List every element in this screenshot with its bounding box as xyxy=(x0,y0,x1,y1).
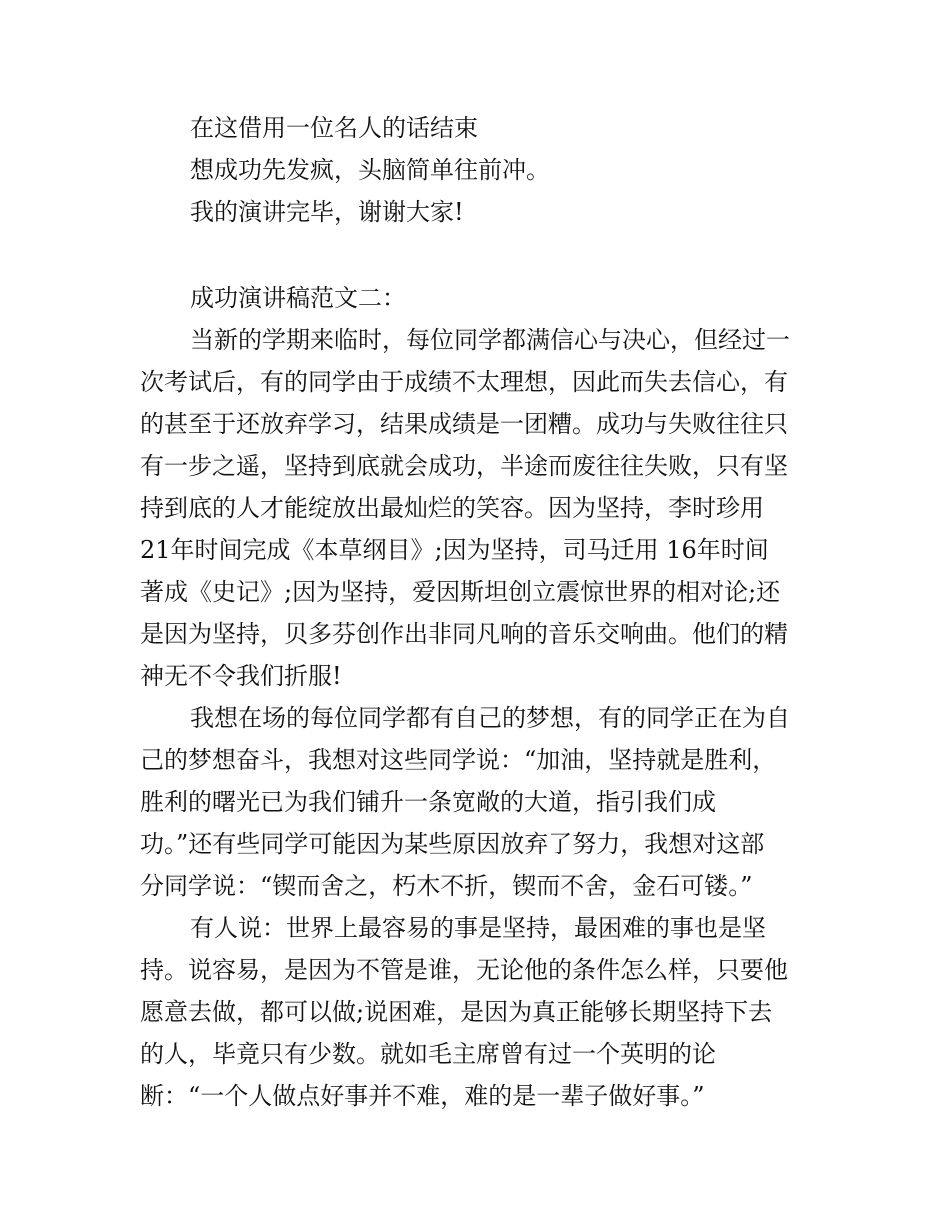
paragraph-line: 持到底的人才能绽放出最灿烂的笑容。因为坚持，李时珍用 xyxy=(140,494,764,522)
paragraph-line: 神无不令我们折服! xyxy=(140,662,342,690)
paragraph-line: 著成《史记》;因为坚持，爱因斯坦创立震惊世界的相对论;还 xyxy=(140,578,781,606)
paragraph-line: 愿意去做，都可以做;说困难，是因为真正能够长期坚持下去 xyxy=(140,998,773,1026)
paragraph-line: 是因为坚持，贝多芬创作出非同凡响的音乐交响曲。他们的精 xyxy=(140,620,788,648)
paragraph-line: 有人说：世界上最容易的事是坚持，最困难的事也是坚 xyxy=(190,914,766,942)
paragraph-line: 胜利的曙光已为我们铺升一条宽敞的大道，指引我们成 xyxy=(140,788,716,816)
paragraph-line: 断：“一个人做点好事并不难，难的是一辈子做好事。” xyxy=(140,1082,705,1110)
closing-line-1: 在这借用一位名人的话结束 xyxy=(190,114,478,142)
paragraph-line: 我想在场的每位同学都有自己的梦想，有的同学正在为自 xyxy=(190,704,790,732)
paragraph-line: 有一步之遥，坚持到底就会成功，半途而废往往失败，只有坚 xyxy=(140,452,788,480)
paragraph-line: 当新的学期来临时，每位同学都满信心与决心，但经过一 xyxy=(190,326,790,354)
paragraph-line: 功。”还有些同学可能因为某些原因放弃了努力，我想对这部 xyxy=(140,830,765,858)
section-heading: 成功演讲稿范文二： xyxy=(190,284,406,312)
closing-line-2: 想成功先发疯，头脑简单往前冲。 xyxy=(190,156,550,184)
paragraph-line: 持。说容易，是因为不管是谁，无论他的条件怎么样，只要他 xyxy=(140,956,788,984)
paragraph-line: 次考试后，有的同学由于成绩不太理想，因此而失去信心，有 xyxy=(140,368,788,396)
paragraph-line: 分同学说：“锲而舍之，朽木不折，锲而不舍，金石可镂。” xyxy=(140,872,753,900)
paragraph-line: 的人，毕竟只有少数。就如毛主席曾有过一个英明的论 xyxy=(140,1040,716,1068)
paragraph-line: 的甚至于还放弃学习，结果成绩是一团糟。成功与失败往往只 xyxy=(140,410,788,438)
paragraph-line: 21年时间完成《本草纲目》;因为坚持，司马迁用 16年时间 xyxy=(140,536,769,564)
closing-line-3: 我的演讲完毕，谢谢大家! xyxy=(190,198,464,226)
paragraph-line: 己的梦想奋斗，我想对这些同学说：“加油，坚持就是胜利， xyxy=(140,746,777,774)
